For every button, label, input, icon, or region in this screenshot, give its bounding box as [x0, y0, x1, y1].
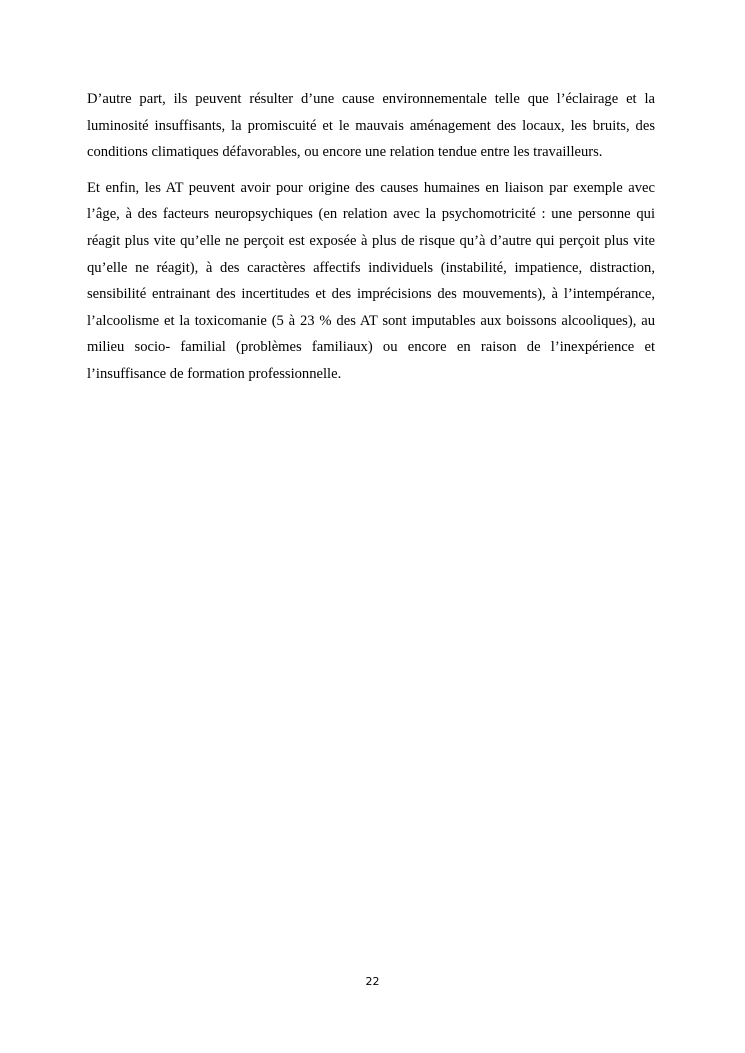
page-number: 22	[365, 975, 380, 988]
body-text	[87, 86, 655, 388]
paragraph-human-causes: Et enfin, les AT peuvent avoir pour origine des causes humaines en liaison par exemple avec l’âge, à des facteurs neuropsychiques (en relation avec la psychomotricité : une personne qui réagit plus vite qu’elle ne perçoit est exposée à plus de risque qu’à d’autre qui perçoit plus vite qu’elle ne réagit), à des caractères affectifs individuels (instabilité, impatience, distraction, sensibilité entrainant des incertitudes et des imprécisions des mouvements), à l’intempérance, l’alcoolisme et la toxicomanie (5 à 23 % des AT sont imputables aux boissons alcooliques), au milieu socio- familial (problèmes familiaux) ou encore en raison de l’inexpérience et l’insuffisance de formation professionnelle.	[87, 179, 655, 382]
paragraph-environmental-causes: D’autre part, ils peuvent résulter d’une cause environnementale telle que l’éclairage et la luminosité insuffisants, la promiscuité et le mauvais aménagement des locaux, les bruits, des conditions climatiques défavorables, ou encore une relation tendue entre les travailleurs.	[87, 91, 655, 161]
